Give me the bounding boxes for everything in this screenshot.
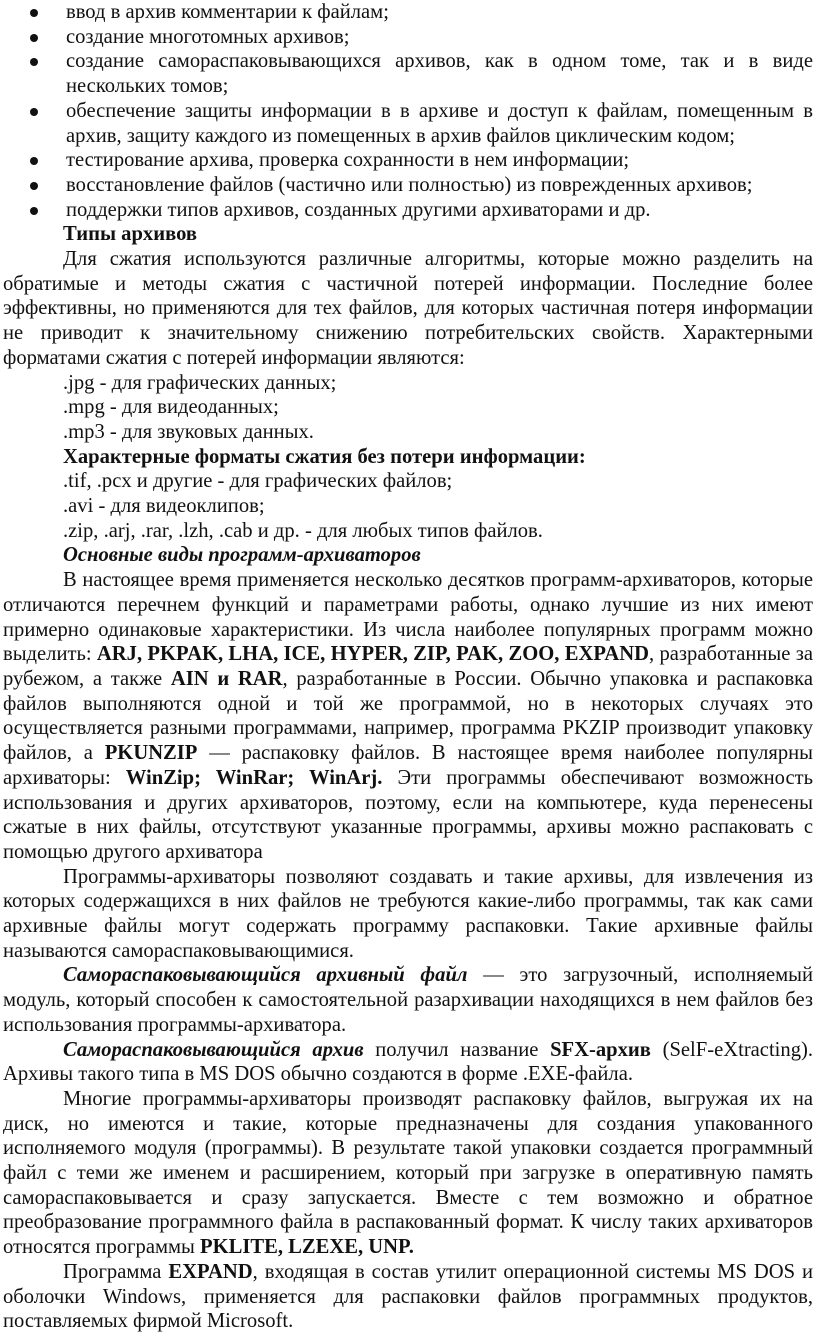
paragraph-sfx-definition: Самораспаковывающийся архивный файл — это загрузочный, исполняемый модуль, который способен к самостоятельной разархивации находящихся в нем файлов без использования программы-архиватора. [3, 964, 814, 1036]
lossy-format-mp3: .mp3 - для звуковых данных. [63, 420, 314, 443]
list-item: создание самораспаковывающихся архивов, как в одном томе, так и в виде нескольких томов; [3, 49, 813, 98]
lossless-format-video: .avi - для видеоклипов; [63, 495, 265, 518]
bullet-icon [30, 9, 38, 17]
bullet-icon [30, 108, 38, 116]
feature-list [3, 0, 813, 222]
list-item: обеспечение защиты информации в в архиве и доступ к файлам, помещенным в архив, защиту каждого из помещенных в архив файлов циклическим кодом; [3, 99, 813, 148]
lossless-format-any: .zip, .arj, .rar, .lzh, .cab и др. - для любых типов файлов. [63, 519, 543, 542]
paragraph-popular-archivers: В настоящее время применяется несколько десятков программ-архиваторов, которые отличаются перечнем функций и параметрами работы, однако лучшие из них имеют примерно одинаковые характеристики. Из числа наиболее популярных программ можно выделить: ARJ, PKPAK, LHA, ICE, HYPER, ZIP, PAK, ZOO, EXPAND, разработанные за рубежом, а также AIN и RAR, разработанные в России. Обычно упаковка и распаковка файлов выполняются одной и той же программой, но в некоторых случаях это осуществляется разными программами, например, программа PKZIP производит упаковку файлов, а PKUNZIP — распаковку файлов. В настоящее время наиболее популярны архиваторы: WinZip; WinRar; WinArj. Эти программы обеспечивают возможность использования и других архиваторов, поэтому, если на компьютере, куда перенесены сжатые в них файлы, отсутствуют указанные программы, архивы можно распаковать с помощью другого архиватора [3, 569, 813, 863]
list-item: создание многотомных архивов; [3, 25, 813, 50]
list-item: поддержки типов архивов, созданных другими архиваторами и др. [3, 198, 813, 223]
list-item: ввод в архив комментарии к файлам; [3, 0, 813, 25]
lossless-heading: Характерные форматы сжатия без потери информации: [63, 445, 586, 468]
bullet-icon [30, 207, 38, 215]
paragraph-expand: Программа EXPAND, входящая в состав утилит операционной системы MS DOS и оболочки Windows, применяется для распаковки файлов программных продуктов, поставляемых фирмой Microsoft. [3, 1260, 814, 1333]
bullet-icon [30, 34, 38, 42]
section-heading-archivers: Основные виды программ-архиваторов [63, 544, 421, 567]
paragraph-compression: Для сжатия используются различные алгоритмы, которые можно разделить на обратимые и методы сжатия с частичной потерей информации. Последние более эффективны, но применяются для тех файлов, для которых частичная потеря информации не приводит к значительному снижению потребительских свойств. Характерными форматами сжатия с потерей информации являются: [3, 248, 813, 369]
paragraph-self-extracting-intro: Программы-архиваторы позволяют создавать и такие архивы, для извлечения из которых содержащихся в них файлов не требуются какие-либо программы, так как сами архивные файлы могут содержать программу распаковки. Такие архивные файлы называются самораспаковывающимися. [3, 865, 813, 962]
list-item: восстановление файлов (частично или полностью) из поврежденных архивов; [3, 173, 813, 198]
list-item: тестирование архива, проверка сохранности в нем информации; [3, 148, 813, 173]
paragraph-sfx-archive: Самораспаковывающийся архив получил название SFX-архив (SelF-eXtracting). Архивы такого типа в MS DOS обычно создаются в форме .EXE-файла. [3, 1038, 813, 1086]
section-heading-archive-types: Типы архивов [63, 223, 197, 246]
bullet-icon [30, 58, 38, 66]
lossless-format-images: .tif, .pcx и другие - для графических файлов; [63, 470, 453, 493]
bullet-icon [30, 182, 38, 190]
lossy-format-jpg: .jpg - для графических данных; [63, 371, 337, 394]
lossy-format-mpg: .mpg - для видеоданных; [63, 396, 279, 419]
paragraph-executable-packers: Многие программы-архиваторы производят распаковку файлов, выгружая их на диск, но имеются и такие, которые предназначены для создания упакованного исполняемого модуля (программы). В результате такой упаковки создается программный файл с теми же именем и расширением, который при загрузке в оперативную память самораспаковывается и сразу запускается. Вместе с тем возможно и обратное преобразование программного файла в распакованный формат. К числу таких архиваторов относятся программы PKLITE, LZEXE, UNP. [3, 1087, 813, 1259]
bullet-icon [30, 157, 38, 165]
